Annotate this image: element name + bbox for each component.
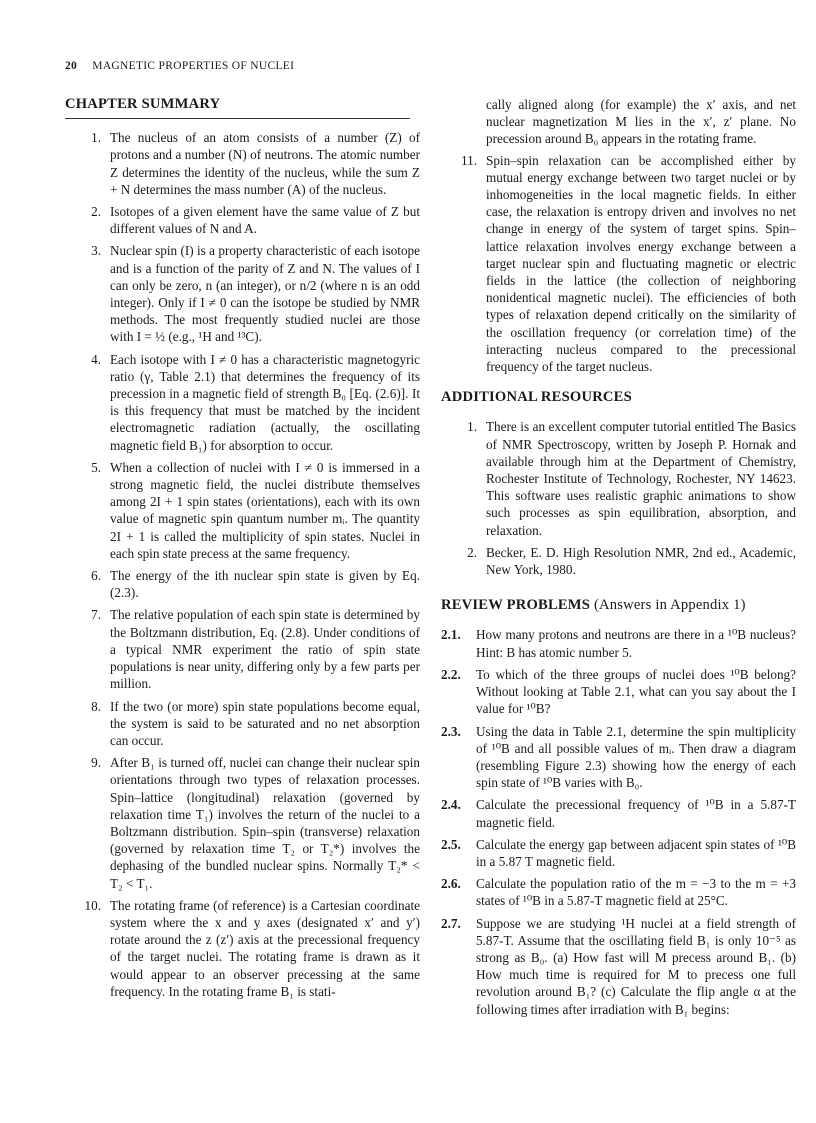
summary-item: 10. The rotating frame (of reference) is a Cartesian coordinate system where the x and y axes (designated x′ and y′) rotate around the z (z′) axis at the precessional frequency of the target nuclei. The rotating frame is drawn as it would appear to an observer precessing at the same frequency. In the rotating frame B₁ is stati- [84, 897, 420, 999]
chapter-summary-list [65, 129, 420, 1000]
summary-item: 11. Spin–spin relaxation can be accomplished either by mutual energy exchange between two target nuclei or by inhomogeneities in the local magnetic fields. In either case, the relaxation is entropy driven and involves no net change in energy of the system of target spins. Spin–lattice relaxation involves energy exchange between a target nuclear spin and fluctuating magnetic or electric fields in the lattice (the collection of neighboring nonidentical magnetic nuclei). The efficiencies of both types of relaxation depend critically on the similarity of the oscillation frequency (or correlation time) of the interacting nucleus compared to the precessional frequency of the target nucleus. [461, 152, 796, 375]
additional-resources-title: ADDITIONAL RESOURCES [441, 389, 632, 406]
resource-item: 1. There is an excellent computer tutorial entitled The Basics of NMR Spectroscopy, written by Joseph P. Hornak and available through him at the Department of Chemistry, Rochester Institute of Technology, Rochester, NY 14623. This software uses realistic graphic animations to show such processes as spin equilibration, absorption, and relaxation. [467, 419, 796, 538]
review-problem: 2.3. Using the data in Table 2.1, determine the spin multiplicity of ¹⁰B and all possible values of mᵢ. Then draw a diagram (resembling Figure 2.3) showing how the energy of each spin state of ¹⁰B varies with B₀. [441, 723, 796, 791]
review-problems-list [441, 626, 796, 1017]
summary-item: 1. The nucleus of an atom consists of a number (Z) of protons and a number (N) of neutrons. The atomic number Z determines the identity of the nucleus, while the sum Z + N determines the mass number (A) of the nucleus. [91, 130, 420, 197]
summary-item: 3. Nuclear spin (I) is a property characteristic of each isotope and is a function of the parity of Z and N. The values of I can only be zero, n (an integer), or n/2 (where n is an odd integer). Only if I ≠ 0 can the isotope be studied by NMR methods. The most frequently studied nuclei are those with I = ½ (e.g., ¹H and ¹³C). [91, 243, 420, 345]
chapter-summary-title: CHAPTER SUMMARY [65, 96, 221, 112]
review-problem: 2.7. Suppose we are studying ¹H nuclei at a field strength of 5.87-T. Assume that the oscillating field B₁ is only 10⁻⁵ as strong as B₀. (a) How fast will M precess around B₁. (b) How much time is required for M to precess one full revolution around B₁? (c) Calculate the flip angle α at the following times after irradiation with B₁ begins: [441, 915, 796, 1017]
summary-item: 5. When a collection of nuclei with I ≠ 0 is immersed in a strong magnetic field, the nuclei distribute themselves among 2I + 1 spin states (orientations), each with its own value of magnetic spin quantum number mᵢ. The quantity 2I + 1 is called the multiplicity of spin states. Nuclei in each spin state precess at the same frequency. [91, 459, 420, 561]
title-rule [65, 118, 410, 119]
summary-item-10-continued: cally aligned along (for example) the x′ axis, and net nuclear magnetization M lies in the x′, z′ plane. No precession around B₀ appears in the rotating frame. [486, 97, 796, 147]
summary-item: 7. The relative population of each spin state is determined by the Boltzmann distribution, Eq. (2.8). Under conditions of a typical NMR experiment the ratio of spin state populations is near unity, differing only by a few parts per million. [91, 607, 420, 692]
review-problem: 2.4. Calculate the precessional frequency of ¹⁰B in a 5.87-T magnetic field. [441, 797, 796, 830]
review-problems-title: REVIEW PROBLEMS (Answers in Appendix 1) [441, 597, 746, 614]
review-problem: 2.1. How many protons and neutrons are there in a ¹⁰B nucleus? Hint: B has atomic number 5. [441, 627, 796, 660]
review-problem: 2.2. To which of the three groups of nuclei does ¹⁰B belong? Without looking at Table 2.1, what can you say about the I value for ¹⁰B? [441, 666, 796, 717]
summary-item: 8. If the two (or more) spin state populations become equal, the system is said to be saturated and no net absorption can occur. [91, 698, 420, 748]
left-column [65, 96, 420, 1005]
summary-item: 4. Each isotope with I ≠ 0 has a characteristic magnetogyric ratio (γ, Table 2.1) that determines the frequency of its precession in a magnetic field of strength B₀ [Eq. (2.6)]. It is this frequency that must be matched by the incident electromagnetic radiation (actually, the oscillating magnetic field B₁) for absorption to occur. [91, 351, 420, 453]
summary-item: 6. The energy of the ith nuclear spin state is given by Eq. (2.3). [91, 568, 420, 601]
right-column [441, 96, 796, 1023]
resource-item: 2. Becker, E. D. High Resolution NMR, 2nd ed., Academic, New York, 1980. [467, 544, 796, 578]
running-title: MAGNETIC PROPERTIES OF NUCLEI [92, 60, 295, 72]
review-problem: 2.6. Calculate the population ratio of the m = −3 to the m = +3 states of ¹⁰B in a 5.87-T magnetic field at 25°C. [441, 876, 796, 909]
running-header [65, 60, 294, 72]
summary-item: 9. After B₁ is turned off, nuclei can change their nuclear spin orientations through two types of relaxation processes. Spin–lattice (longitudinal) relaxation (governed by relaxation time T₁) involves the return of the nuclei to a Boltzmann distribution. Spin–spin (transverse) relaxation (governed by relaxation time T₂ or T₂*) involves the dephasing of the bundled nuclear spins. Normally T₂* < T₂ < T₁. [91, 755, 420, 891]
review-problems-note: (Answers in Appendix 1) [593, 597, 746, 614]
additional-resources-list [441, 418, 796, 578]
page-number: 20 [65, 60, 78, 72]
summary-item: 2. Isotopes of a given element have the same value of Z but different values of N and A. [91, 204, 420, 237]
review-problem: 2.5. Calculate the energy gap between adjacent spin states of ¹⁰B in a 5.87 T magnetic field. [441, 836, 796, 869]
